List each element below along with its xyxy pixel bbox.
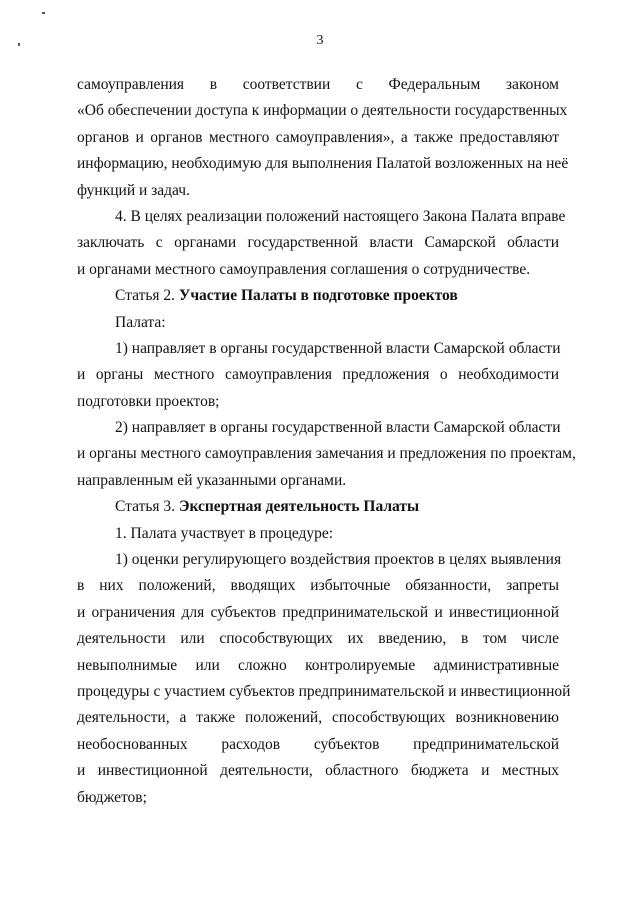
text-line: 4. В целях реализации положений настоящего Закона Палата вправе	[115, 207, 566, 225]
text-line: 2) направляет в органы государственной власти Самарской области	[115, 419, 561, 437]
text-line: в них положений, вводящих избыточные обязанности, запреты	[77, 577, 559, 595]
text-line: подготовки проектов;	[77, 392, 220, 410]
text-line: «Об обеспечении доступа к информации о деятельности государственных	[77, 102, 568, 120]
text-line: деятельности или способствующих их введению, в том числе	[77, 630, 559, 648]
article-title: Участие Палаты в подготовке проектов	[178, 287, 458, 305]
text-line: необоснованных расходов субъектов предпринимательской	[77, 735, 559, 753]
text-line: деятельности, а также положений, способствующих возникновению	[77, 709, 559, 727]
text-line: самоуправления в соответствии с Федеральным законом	[77, 76, 559, 93]
text-line: 1) направляет в органы государственной власти Самарской области	[115, 339, 561, 357]
text-line: и органы местного самоуправления предложения о необходимости	[77, 366, 559, 384]
text-line: информацию, необходимую для выполнения Палатой возложенных на неё	[77, 155, 569, 173]
text-line: процедуры с участием субъектов предпринимательской и инвестиционной	[77, 682, 571, 700]
article-number: Статья 3.	[115, 498, 179, 516]
article-number: Статья 2.	[115, 287, 179, 305]
text-line: невыполнимые или сложно контролируемые административные	[77, 656, 559, 674]
article-heading	[77, 494, 559, 520]
text-line: функций и задач.	[77, 181, 190, 199]
scan-speck	[42, 12, 45, 14]
text-line: и органами местного самоуправления соглашения о сотрудничестве.	[77, 260, 531, 278]
document-body	[77, 72, 576, 811]
article-title: Экспертная деятельность Палаты	[178, 498, 420, 516]
text-line: органов и органов местного самоуправления», а также предоставляют	[77, 128, 559, 146]
page-number: 3	[316, 33, 324, 48]
text-line: бюджетов;	[77, 788, 147, 806]
article-heading	[77, 283, 559, 309]
text-line: и инвестиционной деятельности, областного бюджета и местных	[77, 762, 559, 780]
text-line: направленным ей указанными органами.	[77, 471, 347, 489]
text-line: заключать с органами государственной власти Самарской области	[77, 234, 559, 252]
text-line: и ограничения для субъектов предпринимательской и инвестиционной	[77, 603, 559, 621]
text-line: 1) оценки регулирующего воздействия проектов в целях выявления	[115, 551, 562, 569]
text-line: и органы местного самоуправления замечания и предложения по проектам,	[77, 445, 576, 463]
text-line: Палата:	[115, 313, 166, 331]
text-line: 1. Палата участвует в процедуре:	[115, 524, 334, 542]
